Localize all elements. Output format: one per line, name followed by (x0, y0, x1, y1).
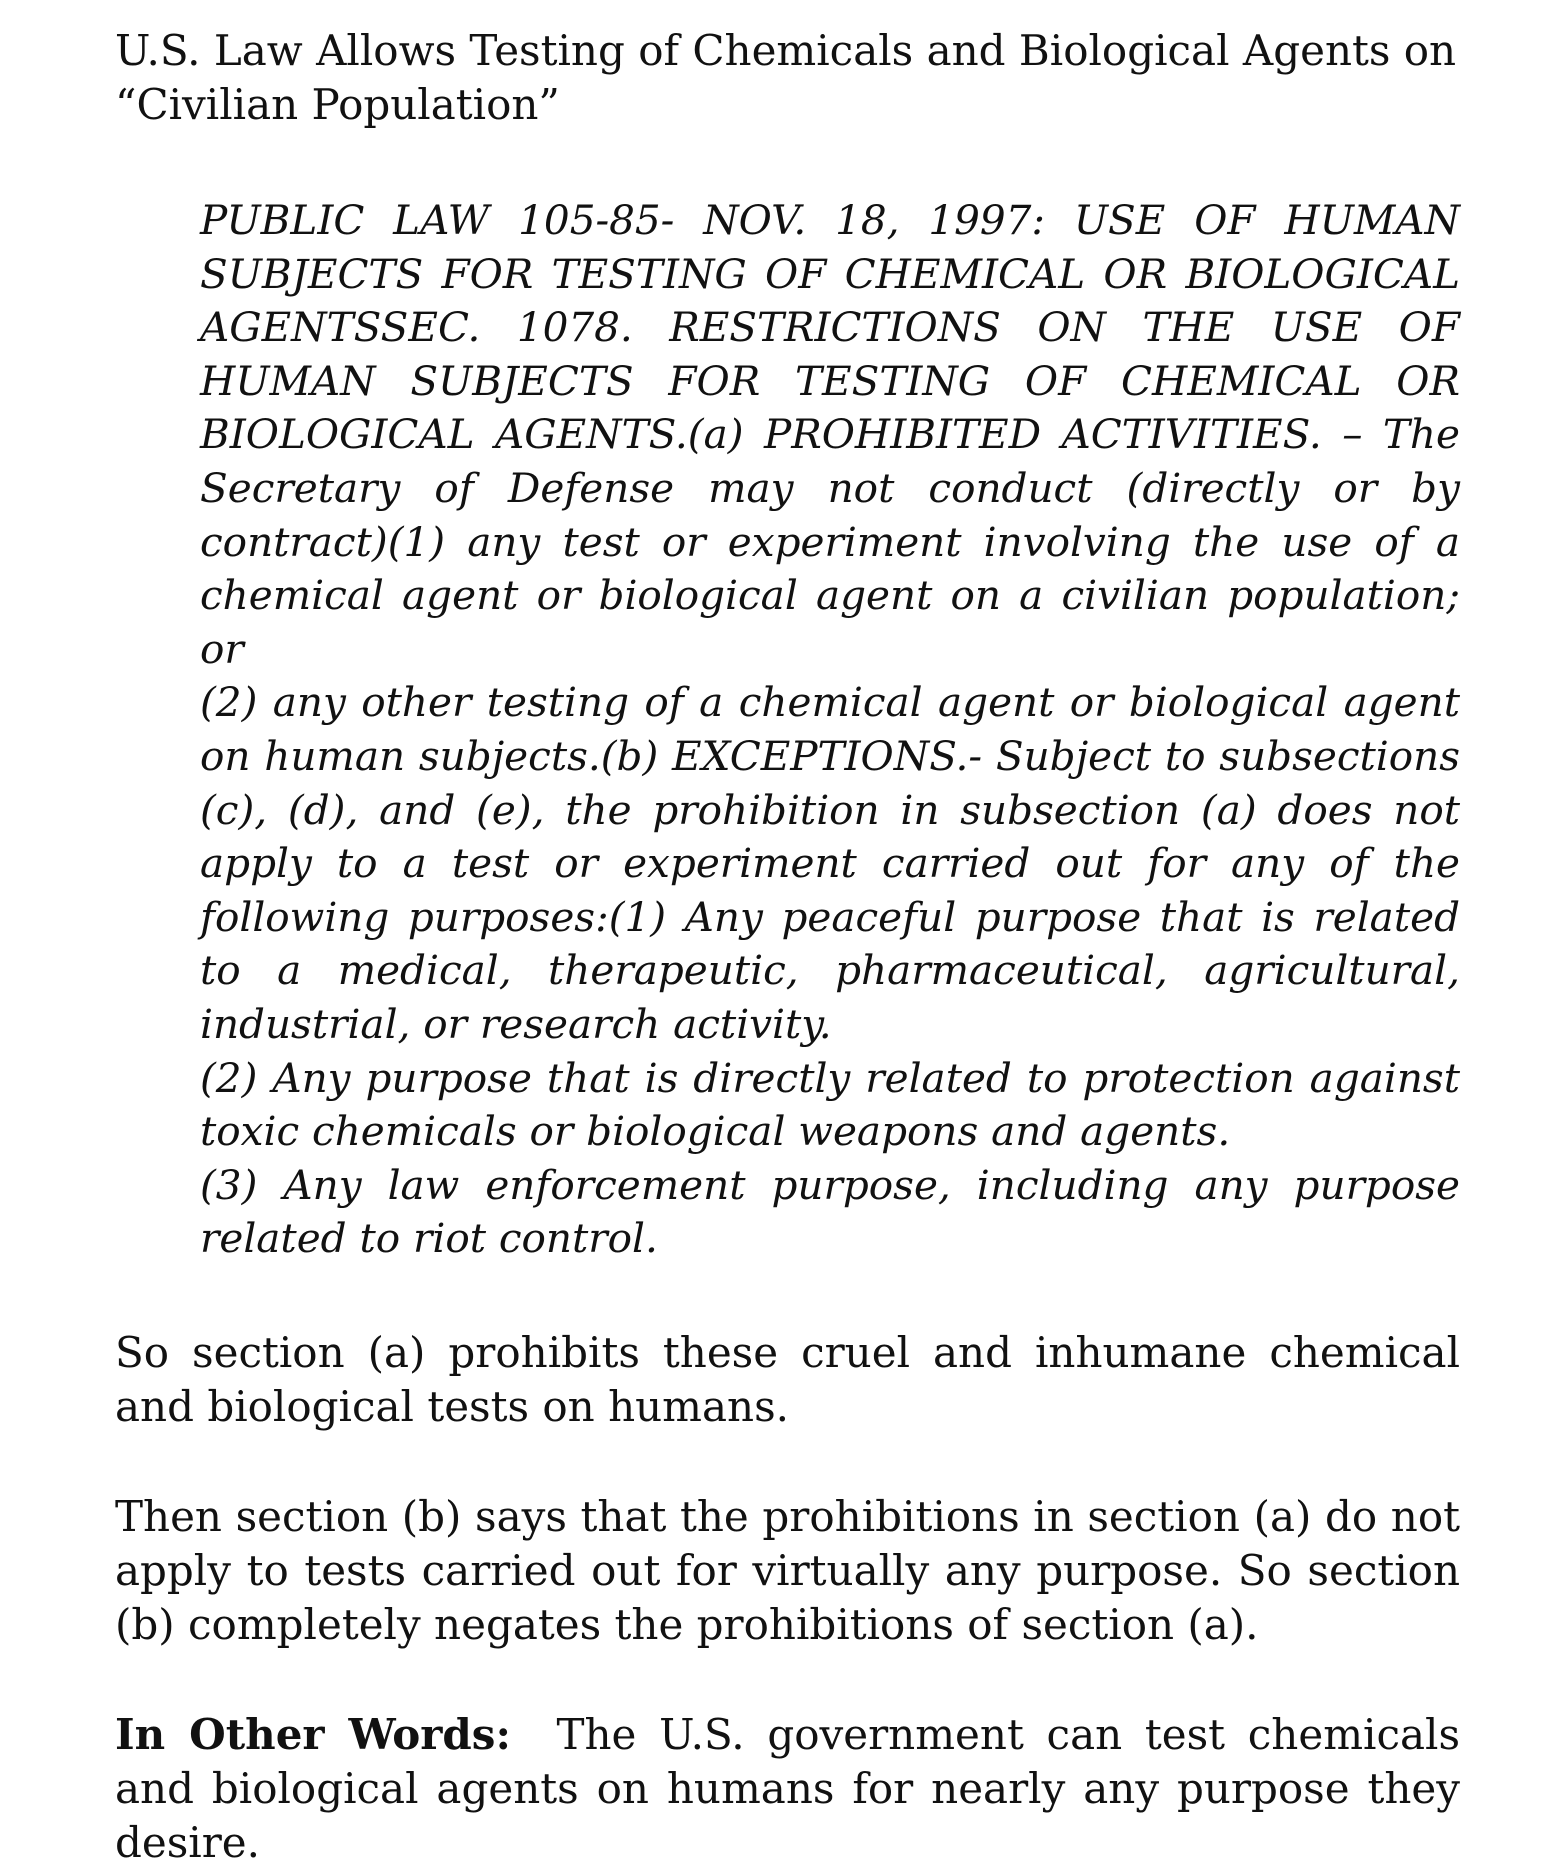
body-paragraph-2: Then section (b) says that the prohibitions in section (a) do not apply to tests carried out for virtually any purpose. So section (b) completely negates the prohibitions of section (a). (115, 1491, 1460, 1649)
quote-paragraph-2: (2) any other testing of a chemical agent or biological agent on human subjects.(b) EXCEPTIONS.- Subject to subsections (c), (d), and (e), the prohibition in subsection (a) does not apply to a test or experiment carried out for any of the following purposes:(1) Any peaceful purpose that is related to a medical, therapeutic, pharmaceutical, agricultural, industrial, or research activity. (200, 678, 1460, 1048)
title-line-1: U.S. Law Allows Testing of Chemicals and Biological Agents on (115, 26, 1457, 75)
quote-paragraph-3: (2) Any purpose that is directly related to protection against toxic chemicals or biological weapons and agents. (200, 1053, 1460, 1156)
quote-paragraph-1: PUBLIC LAW 105-85- NOV. 18, 1997: USE OF HUMAN SUBJECTS FOR TESTING OF CHEMICAL OR BIOLOGICAL AGENTSSEC. 1078. RESTRICTIONS ON THE USE OF HUMAN SUBJECTS FOR TESTING OF CHEMICAL OR BIOLOGICAL AGENTS.(a) PROHIBITED ACTIVITIES. – The Secretary of Defense may not conduct (directly or by contract)(1) any test or experiment involving the use of a chemical agent or biological agent on a civilian population; or (200, 196, 1460, 673)
body-paragraph-1: So section (a) prohibits these cruel and inhumane chemical and biological tests on humans. (115, 1327, 1460, 1431)
title-line-2: “Civilian Population” (115, 80, 560, 129)
document-title (115, 24, 1460, 132)
body-paragraph-3 (115, 1708, 1460, 1870)
quote-paragraph-4: (3) Any law enforcement purpose, including any purpose related to riot control. (200, 1160, 1460, 1263)
document-page (115, 24, 1460, 1870)
in-other-words-text: The U.S. government can test chemicals and biological agents on humans for nearly any purpose they desire. (115, 1709, 1461, 1867)
law-quote-block (200, 194, 1460, 1266)
in-other-words-lead: In Other Words: (115, 1709, 511, 1759)
